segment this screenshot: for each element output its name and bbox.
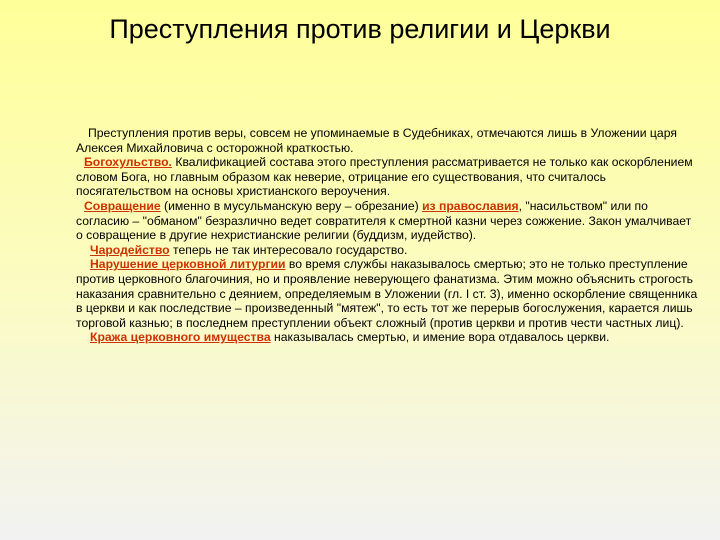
term-blasphemy: Богохульство. <box>84 155 172 170</box>
blasphemy-text: Квалификацией состава этого преступления рассматривается не только как оскорблением словом Бога, но главным образом как неверие, отрицание его существования, что считалось посягательством на основы христианского вероучения. <box>76 155 693 199</box>
term-from-orthodoxy: из православия <box>422 198 519 213</box>
term-sorcery: Чародейство <box>90 242 170 257</box>
slide-body <box>76 126 698 345</box>
slide-title: Преступления против религии и Церкви <box>109 14 611 44</box>
term-liturgy-violation: Нарушение церковной литургии <box>90 257 286 272</box>
intro-text: Преступления против веры, совсем не упоминаемые в Судебниках, отмечаются лишь в Уложении царя Алексея Михайловича с осторожной краткостью. <box>76 126 677 155</box>
sorcery-text: теперь не так интересовало государство. <box>169 242 408 257</box>
paragraph-sorcery <box>76 243 698 258</box>
paragraph-intro <box>76 126 698 155</box>
term-church-theft: Кража церковного имущества <box>90 330 271 345</box>
paragraph-theft <box>76 330 698 345</box>
term-seduction: Совращение <box>84 198 161 213</box>
liturgy-text: во время службы наказывалось смертью; это не только преступление против церковного благочиния, но и проявление неверующего фанатизма. Этим можно объяснить строгость наказания сравнительно с деянием, определяемым в Уложении (гл. I ст. 3), именно оскорбление священника в церкви и как последствие – произведенный "мятеж", то есть тот же перерыв богослужения, карается лишь торговой казнью; в последнем преступлении объект сложный (против церкви и против чести частных лиц). <box>76 257 698 330</box>
paragraph-liturgy <box>76 257 698 330</box>
seduction-text-a: (именно в мусульманскую веру – обрезание) <box>160 198 423 213</box>
paragraph-seduction <box>76 199 698 243</box>
theft-text: наказывалась смертью, и имение вора отдавалось церкви. <box>270 330 610 345</box>
seduction-text-b: , "насильством" или по согласию – "обманом" безразлично ведет совратителя к смертной казни через сожжение. Закон умалчивает о совращение в другие нехристианские религии (буддизм, иудейство). <box>76 198 692 243</box>
paragraph-blasphemy <box>76 155 698 199</box>
